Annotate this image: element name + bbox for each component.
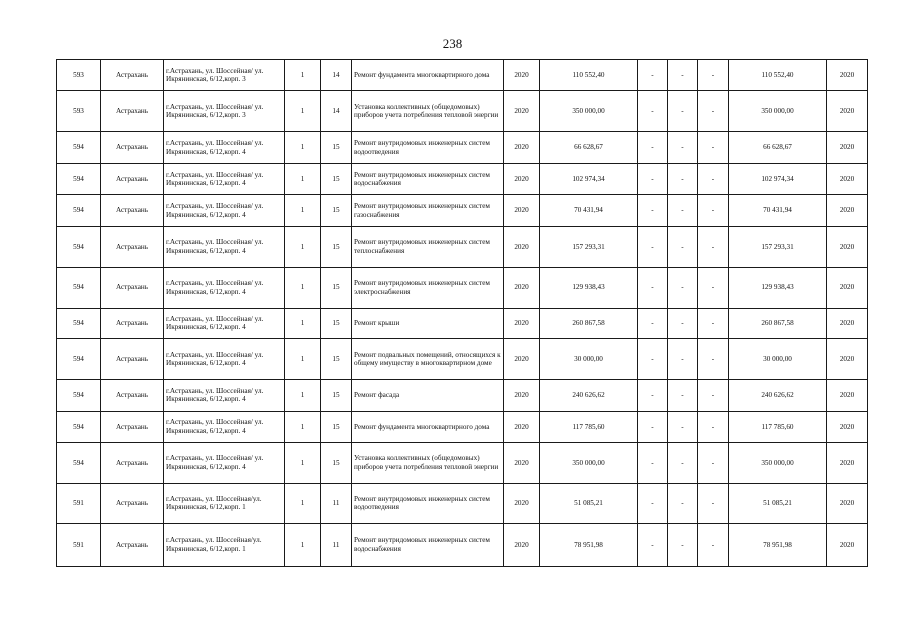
address-cell: г.Астрахань, ул. Шоссейная/ул. Икрянинская, 6/12,корп. 1: [164, 523, 285, 566]
row-number: 591: [57, 523, 101, 566]
work-type-cell: Ремонт фасада: [352, 380, 504, 411]
dash-cell: -: [668, 380, 698, 411]
city-cell: Астрахань: [101, 226, 164, 267]
dash-cell: -: [698, 484, 729, 524]
work-type-cell: Установка коллективных (общедомовых) приборов учета потребления тепловой энергии: [352, 443, 504, 484]
address-cell: г.Астрахань, ул. Шоссейная/ ул. Икрянинская, 6/12,корп. 4: [164, 308, 285, 338]
amount-cell: 78 951,98: [540, 523, 638, 566]
dash-cell: -: [698, 267, 729, 308]
amount-cell: 51 085,21: [540, 484, 638, 524]
amount-cell: 260 867,58: [540, 308, 638, 338]
address-cell: г.Астрахань, ул. Шоссейная/ ул. Икрянинская, 6/12,корп. 4: [164, 380, 285, 411]
house-number-cell: 15: [321, 195, 352, 226]
row-number: 594: [57, 339, 101, 380]
year-end-cell: 2020: [827, 339, 868, 380]
dash-cell: -: [638, 226, 668, 267]
table-row: [57, 132, 868, 163]
table-row: [57, 484, 868, 524]
house-number-cell: 15: [321, 380, 352, 411]
index-cell: 1: [285, 484, 321, 524]
total-cell: 240 626,62: [729, 380, 827, 411]
page-number: 238: [442, 36, 463, 51]
address-cell: г.Астрахань, ул. Шоссейная/ ул. Икрянинская, 6/12,корп. 4: [164, 443, 285, 484]
work-type-cell: Ремонт внутридомовых инженерных систем водоотведения: [352, 484, 504, 524]
year-end-cell: 2020: [827, 411, 868, 442]
address-cell: г.Астрахань, ул. Шоссейная/ ул. Икрянинская, 6/12,корп. 4: [164, 163, 285, 194]
address-cell: г.Астрахань, ул. Шоссейная/ ул. Икрянинская, 6/12,корп. 3: [164, 91, 285, 132]
dash-cell: -: [698, 91, 729, 132]
city-cell: Астрахань: [101, 308, 164, 338]
address-cell: г.Астрахань, ул. Шоссейная/ ул. Икрянинская, 6/12,корп. 3: [164, 60, 285, 91]
city-cell: Астрахань: [101, 339, 164, 380]
table-row: [57, 60, 868, 91]
row-number: 594: [57, 308, 101, 338]
total-cell: 350 000,00: [729, 443, 827, 484]
index-cell: 1: [285, 60, 321, 91]
row-number: 594: [57, 132, 101, 163]
city-cell: Астрахань: [101, 380, 164, 411]
amount-cell: 30 000,00: [540, 339, 638, 380]
house-number-cell: 11: [321, 523, 352, 566]
table-row: [57, 523, 868, 566]
row-number: 594: [57, 195, 101, 226]
dash-cell: -: [698, 443, 729, 484]
total-cell: 350 000,00: [729, 91, 827, 132]
dash-cell: -: [698, 226, 729, 267]
index-cell: 1: [285, 523, 321, 566]
house-number-cell: 15: [321, 163, 352, 194]
work-type-cell: Ремонт подвальных помещений, относящихся к общему имуществу в многоквартирном доме: [352, 339, 504, 380]
city-cell: Астрахань: [101, 267, 164, 308]
dash-cell: -: [668, 267, 698, 308]
amount-cell: 117 785,60: [540, 411, 638, 442]
year-end-cell: 2020: [827, 308, 868, 338]
row-number: 594: [57, 163, 101, 194]
dash-cell: -: [638, 91, 668, 132]
dash-cell: -: [638, 195, 668, 226]
table-row: [57, 339, 868, 380]
dash-cell: -: [638, 132, 668, 163]
year-cell: 2020: [504, 132, 540, 163]
dash-cell: -: [668, 308, 698, 338]
dash-cell: -: [668, 523, 698, 566]
capital-repair-table: [56, 59, 868, 567]
dash-cell: -: [668, 443, 698, 484]
table-row: [57, 443, 868, 484]
city-cell: Астрахань: [101, 132, 164, 163]
amount-cell: 350 000,00: [540, 443, 638, 484]
year-end-cell: 2020: [827, 267, 868, 308]
table-row: [57, 226, 868, 267]
total-cell: 129 938,43: [729, 267, 827, 308]
house-number-cell: 15: [321, 132, 352, 163]
house-number-cell: 15: [321, 267, 352, 308]
amount-cell: 66 628,67: [540, 132, 638, 163]
house-number-cell: 15: [321, 308, 352, 338]
work-type-cell: Ремонт фундамента многоквартирного дома: [352, 60, 504, 91]
dash-cell: -: [668, 411, 698, 442]
dash-cell: -: [638, 267, 668, 308]
dash-cell: -: [668, 132, 698, 163]
total-cell: 51 085,21: [729, 484, 827, 524]
dash-cell: -: [638, 411, 668, 442]
year-cell: 2020: [504, 484, 540, 524]
year-cell: 2020: [504, 267, 540, 308]
dash-cell: -: [638, 60, 668, 91]
dash-cell: -: [698, 380, 729, 411]
dash-cell: -: [668, 339, 698, 380]
amount-cell: 350 000,00: [540, 91, 638, 132]
city-cell: Астрахань: [101, 411, 164, 442]
year-cell: 2020: [504, 226, 540, 267]
amount-cell: 70 431,94: [540, 195, 638, 226]
index-cell: 1: [285, 380, 321, 411]
table-row: [57, 308, 868, 338]
dash-cell: -: [668, 163, 698, 194]
row-number: 593: [57, 91, 101, 132]
amount-cell: 129 938,43: [540, 267, 638, 308]
address-cell: г.Астрахань, ул. Шоссейная/ ул. Икрянинская, 6/12,корп. 4: [164, 132, 285, 163]
total-cell: 157 293,31: [729, 226, 827, 267]
year-end-cell: 2020: [827, 132, 868, 163]
dash-cell: -: [638, 380, 668, 411]
index-cell: 1: [285, 163, 321, 194]
dash-cell: -: [698, 195, 729, 226]
house-number-cell: 15: [321, 339, 352, 380]
city-cell: Астрахань: [101, 163, 164, 194]
year-cell: 2020: [504, 60, 540, 91]
house-number-cell: 15: [321, 443, 352, 484]
year-end-cell: 2020: [827, 60, 868, 91]
work-type-cell: Ремонт крыши: [352, 308, 504, 338]
house-number-cell: 15: [321, 411, 352, 442]
dash-cell: -: [698, 308, 729, 338]
year-cell: 2020: [504, 380, 540, 411]
dash-cell: -: [638, 163, 668, 194]
dash-cell: -: [668, 484, 698, 524]
amount-cell: 110 552,40: [540, 60, 638, 91]
work-type-cell: Ремонт внутридомовых инженерных систем электроснабжения: [352, 267, 504, 308]
index-cell: 1: [285, 443, 321, 484]
dash-cell: -: [638, 523, 668, 566]
city-cell: Астрахань: [101, 60, 164, 91]
table-row: [57, 380, 868, 411]
year-end-cell: 2020: [827, 484, 868, 524]
index-cell: 1: [285, 411, 321, 442]
dash-cell: -: [698, 339, 729, 380]
total-cell: 78 951,98: [729, 523, 827, 566]
total-cell: 117 785,60: [729, 411, 827, 442]
work-type-cell: Ремонт внутридомовых инженерных систем водоотведения: [352, 132, 504, 163]
year-cell: 2020: [504, 523, 540, 566]
index-cell: 1: [285, 267, 321, 308]
year-end-cell: 2020: [827, 163, 868, 194]
house-number-cell: 15: [321, 226, 352, 267]
index-cell: 1: [285, 339, 321, 380]
year-cell: 2020: [504, 91, 540, 132]
dash-cell: -: [638, 339, 668, 380]
table-row: [57, 195, 868, 226]
city-cell: Астрахань: [101, 195, 164, 226]
work-type-cell: Ремонт фундамента многоквартирного дома: [352, 411, 504, 442]
year-end-cell: 2020: [827, 195, 868, 226]
year-cell: 2020: [504, 443, 540, 484]
index-cell: 1: [285, 91, 321, 132]
row-number: 594: [57, 267, 101, 308]
work-type-cell: Установка коллективных (общедомовых) приборов учета потребления тепловой энергии: [352, 91, 504, 132]
index-cell: 1: [285, 195, 321, 226]
dash-cell: -: [668, 60, 698, 91]
table-row: [57, 163, 868, 194]
row-number: 594: [57, 411, 101, 442]
work-type-cell: Ремонт внутридомовых инженерных систем водоснабжения: [352, 163, 504, 194]
city-cell: Астрахань: [101, 484, 164, 524]
total-cell: 66 628,67: [729, 132, 827, 163]
year-end-cell: 2020: [827, 523, 868, 566]
address-cell: г.Астрахань, ул. Шоссейная/ул. Икрянинская, 6/12,корп. 1: [164, 484, 285, 524]
total-cell: 260 867,58: [729, 308, 827, 338]
address-cell: г.Астрахань, ул. Шоссейная/ ул. Икрянинская, 6/12,корп. 4: [164, 195, 285, 226]
row-number: 594: [57, 443, 101, 484]
work-type-cell: Ремонт внутридомовых инженерных систем газоснабжения: [352, 195, 504, 226]
table-row: [57, 411, 868, 442]
dash-cell: -: [668, 226, 698, 267]
dash-cell: -: [698, 411, 729, 442]
address-cell: г.Астрахань, ул. Шоссейная/ ул. Икрянинская, 6/12,корп. 4: [164, 267, 285, 308]
table-row: [57, 267, 868, 308]
year-cell: 2020: [504, 163, 540, 194]
year-end-cell: 2020: [827, 226, 868, 267]
year-end-cell: 2020: [827, 380, 868, 411]
dash-cell: -: [668, 91, 698, 132]
address-cell: г.Астрахань, ул. Шоссейная/ ул. Икрянинская, 6/12,корп. 4: [164, 339, 285, 380]
table-row: [57, 91, 868, 132]
year-cell: 2020: [504, 308, 540, 338]
total-cell: 102 974,34: [729, 163, 827, 194]
row-number: 594: [57, 226, 101, 267]
total-cell: 30 000,00: [729, 339, 827, 380]
dash-cell: -: [698, 523, 729, 566]
amount-cell: 157 293,31: [540, 226, 638, 267]
dash-cell: -: [638, 484, 668, 524]
dash-cell: -: [698, 60, 729, 91]
row-number: 594: [57, 380, 101, 411]
amount-cell: 102 974,34: [540, 163, 638, 194]
dash-cell: -: [638, 443, 668, 484]
work-type-cell: Ремонт внутридомовых инженерных систем теплоснабжения: [352, 226, 504, 267]
house-number-cell: 14: [321, 60, 352, 91]
city-cell: Астрахань: [101, 91, 164, 132]
city-cell: Астрахань: [101, 443, 164, 484]
year-cell: 2020: [504, 339, 540, 380]
row-number: 591: [57, 484, 101, 524]
city-cell: Астрахань: [101, 523, 164, 566]
index-cell: 1: [285, 132, 321, 163]
year-end-cell: 2020: [827, 91, 868, 132]
dash-cell: -: [638, 308, 668, 338]
total-cell: 70 431,94: [729, 195, 827, 226]
dash-cell: -: [668, 195, 698, 226]
address-cell: г.Астрахань, ул. Шоссейная/ ул. Икрянинская, 6/12,корп. 4: [164, 411, 285, 442]
total-cell: 110 552,40: [729, 60, 827, 91]
dash-cell: -: [698, 132, 729, 163]
house-number-cell: 14: [321, 91, 352, 132]
index-cell: 1: [285, 308, 321, 338]
index-cell: 1: [285, 226, 321, 267]
address-cell: г.Астрахань, ул. Шоссейная/ ул. Икрянинская, 6/12,корп. 4: [164, 226, 285, 267]
dash-cell: -: [698, 163, 729, 194]
row-number: 593: [57, 60, 101, 91]
table-body: [57, 60, 868, 567]
work-type-cell: Ремонт внутридомовых инженерных систем водоснабжения: [352, 523, 504, 566]
year-cell: 2020: [504, 411, 540, 442]
year-cell: 2020: [504, 195, 540, 226]
house-number-cell: 11: [321, 484, 352, 524]
amount-cell: 240 626,62: [540, 380, 638, 411]
year-end-cell: 2020: [827, 443, 868, 484]
